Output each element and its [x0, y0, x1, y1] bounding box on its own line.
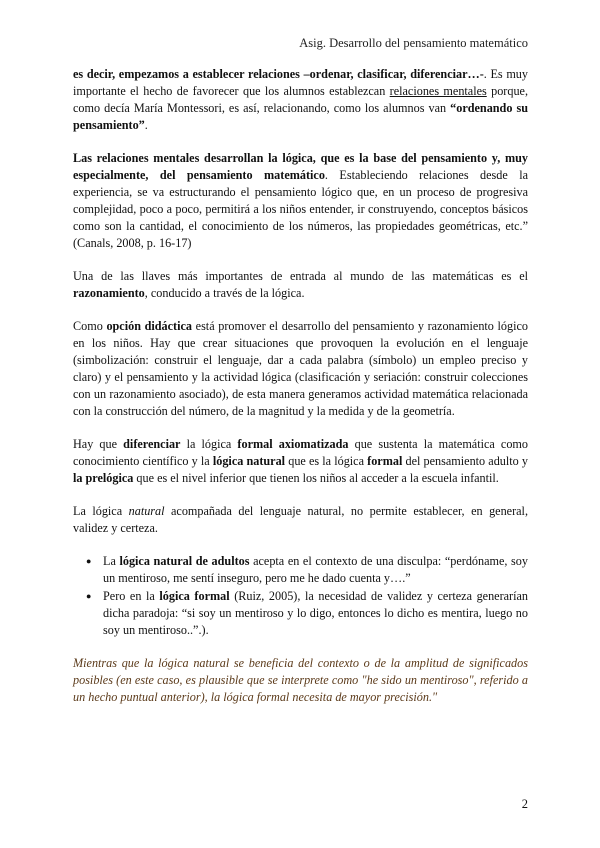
bold-text: diferenciar: [123, 437, 181, 451]
text: que sustenta la matemática como conocimiento científico y la: [73, 437, 529, 468]
bold-text: formal axiomatizada: [237, 437, 349, 451]
paragraph-2: [73, 150, 528, 252]
paragraph-1: [73, 66, 528, 134]
paragraph-4: [73, 318, 528, 420]
text: . Estableciendo relaciones desde la experiencia, se va estructurando el pensamiento lógico que, en un proceso de progresiva complejidad, poco a poco, permitirá a los niños entender, ir construyendo, conceptos básicos como son la cantidad, el conocimiento de los números, las propiedades geométricas, etc.” (Canals, 2008, p. 16-17): [73, 168, 528, 250]
page-header: Asig. Desarrollo del pensamiento matemático: [299, 36, 528, 50]
list-item: [103, 588, 528, 639]
bold-text: la prelógica: [73, 471, 134, 485]
text: Hay que: [73, 437, 124, 451]
text: Una de las llaves más importantes de entrada al mundo de las matemáticas es el: [73, 269, 528, 283]
text: La lógica: [73, 504, 129, 518]
list-item: [103, 553, 528, 587]
text: acompañada del lenguaje natural, no permite establecer, en general, validez y certeza.: [73, 504, 528, 535]
bold-text: lógica natural: [212, 454, 286, 468]
text: Pero en la: [103, 589, 160, 603]
text: (Ruiz, 2005), la necesidad de validez y certeza generarían dicha paradoja: “si soy un mentiroso y lo digo, entonces lo dicho es mentira, luego no soy un mentiroso..”.).: [103, 589, 529, 637]
text: , conducido a través de la lógica.: [144, 286, 305, 300]
text: Como: [73, 319, 107, 333]
bold-text: “ordenando su pensamiento”: [73, 101, 528, 132]
underlined-text: relaciones mentales: [389, 84, 487, 98]
bold-text: opción didáctica: [106, 319, 193, 333]
italic-text: natural: [128, 504, 165, 518]
text: .: [144, 118, 148, 132]
text: . Es muy importante el hecho de favorecer que los alumnos establezcan: [73, 67, 528, 98]
bold-text: formal: [367, 454, 403, 468]
text: acepta en el contexto de una disculpa: “perdóname, soy un mentiroso, me sentí inseguro, pero me he dado cuenta y….”: [103, 554, 528, 585]
page-number: 2: [521, 797, 528, 811]
bullet-list: [73, 553, 528, 639]
text: está promover el desarrollo del pensamiento y razonamiento lógico en los niños. Hay que crear situaciones que provoquen la evolución en el lenguaje (simbolización: construir el lenguaje, dar a cada palabra (símbolo) un empleo preciso y claro) y el pensamiento y la actividad lógica (clasificación y seriación: construir colecciones con un razonamiento asociado), de esta manera generamos actividad matemática relacionada con la construcción del número, de la magnitud y la medida y de la geometría.: [73, 319, 528, 418]
text: que es el nivel inferior que tienen los niños al acceder a la escuela infantil.: [133, 471, 499, 485]
document-body: [73, 66, 528, 722]
bold-text: razonamiento: [73, 286, 145, 300]
bold-text: es decir, empezamos a establecer relaciones –ordenar, clasificar, diferenciar…-: [73, 67, 484, 81]
text: que es la lógica: [285, 454, 368, 468]
bold-text: Las relaciones mentales desarrollan la lógica, que es la base del pensamiento y, muy especialmente, del pensamiento matemático: [73, 151, 528, 182]
bold-text: lógica natural de adultos: [119, 554, 250, 568]
text: del pensamiento adulto y: [402, 454, 529, 468]
quote-paragraph: Mientras que la lógica natural se beneficia del contexto o de la amplitud de significados posibles (en este caso, es plausible que se interprete como "he sido un mentiroso", referido a un hecho puntual anterior), la lógica formal necesita de mayor precisión.": [73, 656, 528, 704]
text: porque, como decía María Montessori, es así, relacionando, como los alumnos van: [73, 84, 528, 115]
text: la lógica: [180, 437, 238, 451]
bold-text: lógica formal: [159, 589, 230, 603]
text: La: [103, 554, 120, 568]
paragraph-6: [73, 503, 528, 537]
paragraph-3: [73, 268, 528, 302]
paragraph-5: [73, 436, 528, 487]
